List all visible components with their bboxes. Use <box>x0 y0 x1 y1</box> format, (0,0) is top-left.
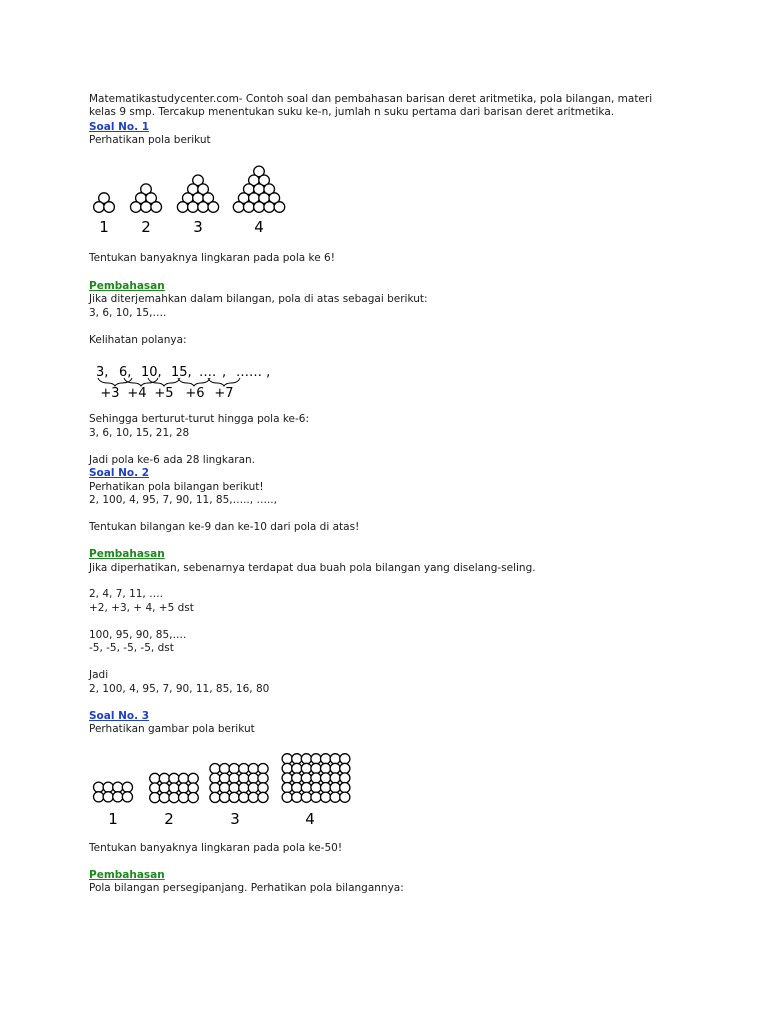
pattern-circle <box>131 202 142 213</box>
pattern-circle <box>340 783 350 793</box>
difference-brace <box>124 378 158 386</box>
soal-2-pembahasan-line-6: Jadi <box>89 669 109 681</box>
pattern-circle <box>113 792 123 802</box>
pattern-circle <box>220 783 230 793</box>
pattern-circle <box>233 202 244 213</box>
pattern-circle <box>220 792 230 802</box>
pattern-circle <box>321 773 331 783</box>
pattern-circle <box>282 783 292 793</box>
pattern-circle <box>198 184 209 195</box>
sequence-term: 15, <box>171 365 192 380</box>
pattern-circle <box>330 783 340 793</box>
soal-3-pembahasan-heading[interactable]: Pembahasan <box>89 869 165 881</box>
pattern-circle <box>103 792 113 802</box>
pattern-circle <box>239 792 249 802</box>
sequence-term: 3, <box>96 365 109 380</box>
pattern-circle <box>239 773 249 783</box>
pattern-circle <box>179 783 189 793</box>
pattern-circle <box>292 763 302 773</box>
pattern-circle <box>159 793 169 803</box>
pattern-circle <box>141 202 152 213</box>
pattern-circle <box>229 764 239 774</box>
pattern-circle <box>150 793 160 803</box>
soal-2-pembahasan-line-5: -5, -5, -5, -5, dst <box>89 642 174 654</box>
pattern-circle <box>150 783 160 793</box>
pattern-circle <box>248 783 258 793</box>
soal-1-pembahasan-line-4: Sehingga berturut-turut hingga pola ke-6: <box>89 413 310 425</box>
difference-label: +3 <box>100 386 120 401</box>
pattern-circle <box>264 202 275 213</box>
pattern-circle <box>122 792 132 802</box>
soal-3-heading[interactable]: Soal No. 3 <box>89 710 150 722</box>
difference-label: +7 <box>214 386 234 401</box>
pattern-circle <box>311 754 321 764</box>
pattern-circle <box>292 783 302 793</box>
pattern-circle <box>301 763 311 773</box>
pattern-circle <box>169 793 179 803</box>
pattern-circle <box>259 193 270 204</box>
pattern-circle <box>169 773 179 783</box>
tri-pattern-label-2: 2 <box>141 218 151 236</box>
soal-1-heading[interactable]: Soal No. 1 <box>89 121 150 133</box>
pattern-circle <box>340 763 350 773</box>
soal-2-pembahasan-line-2: 2, 4, 7, 11, …. <box>89 588 163 600</box>
soal-1-pembahasan-line-2: 3, 6, 10, 15,…. <box>89 307 167 319</box>
pattern-circle <box>239 764 249 774</box>
soal-2-pembahasan-line-3: +2, +3, + 4, +5 dst <box>89 602 194 614</box>
difference-brace <box>98 378 132 386</box>
pattern-circle <box>188 783 198 793</box>
pattern-circle <box>220 773 230 783</box>
pattern-circle <box>188 793 198 803</box>
pattern-circle <box>188 773 198 783</box>
pattern-circle <box>321 783 331 793</box>
soal-1-pembahasan-heading[interactable]: Pembahasan <box>89 280 165 292</box>
soal-1-instruction: Perhatikan pola berikut <box>89 134 211 146</box>
pattern-circle <box>311 773 321 783</box>
pattern-circle <box>169 783 179 793</box>
pattern-circle <box>229 773 239 783</box>
pattern-circle <box>248 773 258 783</box>
pattern-circle <box>340 792 350 802</box>
pattern-circle <box>274 202 285 213</box>
sequence-term: 6, <box>119 365 132 380</box>
soal-2-instruction: Perhatikan pola bilangan berikut! <box>89 481 264 493</box>
soal-3-instruction: Perhatikan gambar pola berikut <box>89 723 255 735</box>
pattern-circle <box>244 202 255 213</box>
pattern-circle <box>282 763 292 773</box>
sequence-term: …… , <box>236 365 271 380</box>
pattern-circle <box>177 202 188 213</box>
pattern-circle <box>239 783 249 793</box>
pattern-circle <box>258 792 268 802</box>
pattern-circle <box>229 792 239 802</box>
soal-1-question: Tentukan banyaknya lingkaran pada pola ke 6! <box>89 252 335 264</box>
pattern-circle <box>330 773 340 783</box>
pattern-circle <box>208 202 219 213</box>
pattern-circle <box>220 764 230 774</box>
rect-pattern-label-4: 4 <box>305 810 315 828</box>
pattern-circle <box>249 175 260 186</box>
difference-label: +4 <box>127 386 147 401</box>
pattern-circle <box>151 202 162 213</box>
pattern-circle <box>269 193 280 204</box>
rect-pattern-label-3: 3 <box>230 810 240 828</box>
pattern-circle <box>311 792 321 802</box>
pattern-circle <box>244 184 255 195</box>
pattern-circle <box>238 193 249 204</box>
pattern-circle <box>258 773 268 783</box>
pattern-circle <box>188 184 199 195</box>
pattern-circle <box>210 792 220 802</box>
pattern-circle <box>188 202 199 213</box>
rect-pattern-label-2: 2 <box>164 810 174 828</box>
pattern-circle <box>258 783 268 793</box>
pattern-circle <box>340 773 350 783</box>
pattern-circle <box>301 773 311 783</box>
difference-brace <box>148 378 180 386</box>
pattern-circle <box>210 783 220 793</box>
pattern-circle <box>311 763 321 773</box>
pattern-circle <box>340 754 350 764</box>
soal-2-pembahasan-line-4: 100, 95, 90, 85,…. <box>89 629 187 641</box>
pattern-circle <box>254 184 265 195</box>
pattern-circle <box>159 783 169 793</box>
difference-label: +5 <box>154 386 174 401</box>
sequence-term: , <box>222 365 227 380</box>
sequence-term: 10, <box>141 365 162 380</box>
soal-2-question: Tentukan bilangan ke-9 dan ke-10 dari pola di atas! <box>89 521 360 533</box>
pattern-circle <box>292 754 302 764</box>
pattern-circle <box>301 783 311 793</box>
pattern-circle <box>193 175 204 186</box>
pattern-circle <box>203 193 214 204</box>
pattern-circle <box>292 773 302 783</box>
difference-brace <box>208 378 240 386</box>
pattern-circle <box>94 202 105 213</box>
soal-2-sequence: 2, 100, 4, 95, 7, 90, 11, 85,….., ….., <box>89 494 277 506</box>
pattern-circle <box>301 754 311 764</box>
difference-label: +6 <box>185 386 205 401</box>
pattern-circle <box>198 202 209 213</box>
tri-pattern-label-1: 1 <box>99 218 109 236</box>
tri-pattern-label-3: 3 <box>193 218 203 236</box>
pattern-circle <box>248 764 258 774</box>
pattern-circle <box>282 773 292 783</box>
pattern-circle <box>146 193 157 204</box>
pattern-circle <box>141 184 152 195</box>
difference-brace <box>178 378 210 386</box>
tri-pattern-label-4: 4 <box>254 218 264 236</box>
pattern-circle <box>321 763 331 773</box>
pattern-circle <box>264 184 275 195</box>
sequence-term: …. <box>199 365 217 380</box>
pattern-circle <box>259 175 270 186</box>
rect-pattern-label-1: 1 <box>108 810 118 828</box>
soal-2-heading[interactable]: Soal No. 2 <box>89 467 150 479</box>
intro-line-1: Matematikastudycenter.com- Contoh soal dan pembahasan barisan deret aritmetika, pola bilangan, materi <box>89 93 653 105</box>
intro-line-2: kelas 9 smp. Tercakup menentukan suku ke-n, jumlah n suku pertama dari barisan deret aritmetika. <box>89 106 615 118</box>
pattern-circle <box>311 783 321 793</box>
pattern-circle <box>94 792 104 802</box>
pattern-circle <box>330 754 340 764</box>
pattern-circle <box>150 773 160 783</box>
pattern-circle <box>321 754 331 764</box>
pattern-circle <box>248 792 258 802</box>
soal-1-pembahasan-line-6: Jadi pola ke-6 ada 28 lingkaran. <box>89 454 256 466</box>
pattern-circle <box>94 782 104 792</box>
pattern-circle <box>159 773 169 783</box>
pattern-circle <box>330 792 340 802</box>
pattern-circle <box>179 793 189 803</box>
soal-1-pembahasan-line-1: Jika diterjemahkan dalam bilangan, pola di atas sebagai berikut: <box>89 293 428 305</box>
pattern-circle <box>113 782 123 792</box>
pattern-circle <box>179 773 189 783</box>
pattern-circle <box>292 792 302 802</box>
pattern-circle <box>321 792 331 802</box>
pattern-circle <box>330 763 340 773</box>
pattern-circle <box>210 764 220 774</box>
pattern-circle <box>254 202 265 213</box>
soal-2-pembahasan-heading[interactable]: Pembahasan <box>89 548 165 560</box>
pattern-circle <box>104 202 115 213</box>
pattern-circle <box>210 773 220 783</box>
soal-1-pembahasan-line-3: Kelihatan polanya: <box>89 334 187 346</box>
pattern-circle <box>282 754 292 764</box>
soal-3-pembahasan-line-1: Pola bilangan persegipanjang. Perhatikan pola bilangannya: <box>89 882 404 894</box>
soal-2-pembahasan-line-1: Jika diperhatikan, sebenarnya terdapat dua buah pola bilangan yang diselang-seling. <box>89 562 536 574</box>
pattern-circle <box>183 193 194 204</box>
pattern-circle <box>229 783 239 793</box>
pattern-circle <box>99 193 110 204</box>
pattern-circle <box>136 193 147 204</box>
pattern-circle <box>258 764 268 774</box>
pattern-circle <box>249 193 260 204</box>
soal-2-pembahasan-line-7: 2, 100, 4, 95, 7, 90, 11, 85, 16, 80 <box>89 683 270 695</box>
pattern-circle <box>103 782 113 792</box>
soal-3-question: Tentukan banyaknya lingkaran pada pola ke-50! <box>89 842 343 854</box>
soal-1-pembahasan-line-5: 3, 6, 10, 15, 21, 28 <box>89 427 190 439</box>
pattern-circle <box>254 166 265 177</box>
pattern-circle <box>301 792 311 802</box>
pattern-circle <box>282 792 292 802</box>
pattern-circle <box>193 193 204 204</box>
pattern-circle <box>122 782 132 792</box>
